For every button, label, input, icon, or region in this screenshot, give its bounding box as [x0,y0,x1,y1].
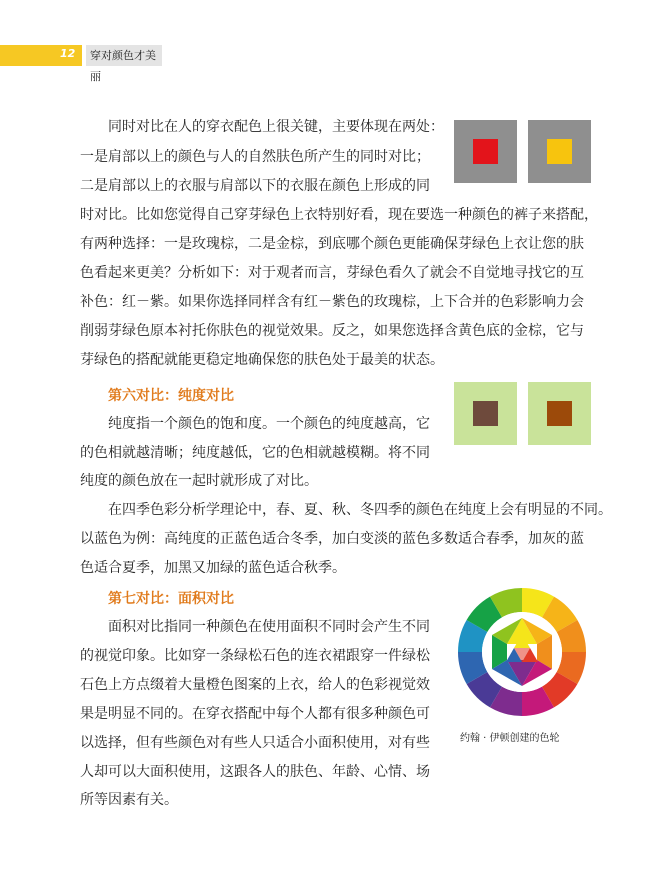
paragraph-line: 色适合夏季，加黑又加绿的蓝色适合秋季。 [80,560,346,576]
paragraph-line: 的色相就越清晰；纯度越低，它的色相就越模糊。将不同 [80,445,430,461]
green-swatch-gold-brown-square [528,382,591,445]
paragraph-line: 所等因素有关。 [80,792,178,808]
paragraph-line: 以蓝色为例：高纯度的正蓝色适合冬季，加白变淡的蓝色多数适合春季，加灰的蓝 [80,531,584,547]
paragraph-line: 芽绿色的搭配就能更稳定地确保您的肤色处于最美的状态。 [80,352,444,368]
wheel-caption: 约翰 · 伊顿创建的色轮 [460,733,560,744]
section-heading: 第七对比：面积对比 [108,591,234,607]
paragraph-line: 石色上方点缀着大量橙色图案的上衣，给人的色彩视觉效 [80,677,430,693]
color-wheel-image [458,588,586,716]
gold-brown-square [547,401,572,426]
paragraph-line: 有两种选择：一是玫瑰棕，二是金棕，到底哪个颜色更能确保芽绿色上衣让您的肤 [80,236,584,252]
section-heading: 第六对比：纯度对比 [108,388,234,404]
paragraph-line: 纯度指一个颜色的饱和度。一个颜色的纯度越高，它 [108,416,430,432]
paragraph-line: 一是肩部以上的颜色与人的自然肤色所产生的同时对比； [80,149,430,165]
paragraph-line: 色看起来更美？分析如下：对于观者而言，芽绿色看久了就会不自觉地寻找它的互 [80,265,584,281]
paragraph-line: 面积对比指同一种颜色在使用面积不同时会产生不同 [108,619,430,635]
gray-swatch-yellow-square [528,120,591,183]
paragraph-line: 时对比。比如您觉得自己穿芽绿色上衣特别好看，现在要选一种颜色的裤子来搭配， [80,207,598,223]
paragraph-line: 在四季色彩分析学理论中，春、夏、秋、冬四季的颜色在纯度上会有明显的不同。 [108,502,612,518]
gray-swatch-red-square [454,120,517,183]
paragraph-line: 纯度的颜色放在一起时就形成了对比。 [80,473,318,489]
paragraph-line: 削弱芽绿色原本衬托你肤色的视觉效果。反之，如果您选择含黄色底的金棕，它与 [80,323,584,339]
paragraph-line: 的视觉印象。比如穿一条绿松石色的连衣裙跟穿一件绿松 [80,648,430,664]
paragraph-line: 以选择，但有些颜色对有些人只适合小面积使用，对有些 [80,735,430,751]
rose-brown-square [473,401,498,426]
page-number: 12 [60,47,76,60]
green-swatch-brown-square [454,382,517,445]
paragraph-line: 补色：红－紫。如果你选择同样含有红－紫色的玫瑰棕，上下合并的色彩影响力会 [80,294,584,310]
running-header-title: 穿对颜色才美丽 [86,45,162,66]
paragraph-line: 果是明显不同的。在穿衣搭配中每个人都有很多种颜色可 [80,706,430,722]
paragraph-line: 人却可以大面积使用，这跟各人的肤色、年龄、心情、场 [80,764,430,780]
paragraph-line: 二是肩部以上的衣服与肩部以下的衣服在颜色上形成的同 [80,178,430,194]
yellow-square [547,139,572,164]
paragraph-line: 同时对比在人的穿衣配色上很关键，主要体现在两处： [108,119,444,135]
red-square [473,139,498,164]
